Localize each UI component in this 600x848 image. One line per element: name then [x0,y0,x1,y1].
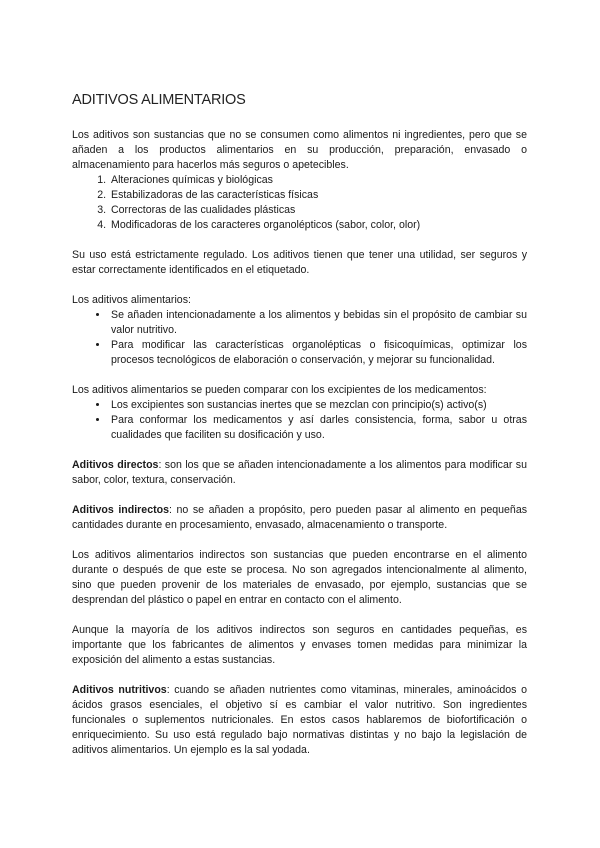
aditivos-bullet-list [72,308,527,368]
indirectos-paragraph [72,503,527,533]
list-item: • Se añaden intencionadamente a los alimentos y bebidas sin el propósito de cambiar su valor nutritivo. [109,308,527,338]
regulation-paragraph: Su uso está estrictamente regulado. Los aditivos tienen que tener una utilidad, ser seguros y estar correctamente identificados en el etiquetado. [72,249,527,276]
list-item: 1. Alteraciones químicas y biológicas [109,173,527,188]
list-item: 4. Modificadoras de los caracteres organolépticos (sabor, color, olor) [109,218,527,233]
indirectos-safety-paragraph: Aunque la mayoría de los aditivos indirectos son seguros en cantidades pequeñas, es importante que los fabricantes de alimentos y envases tomen medidas para minimizar la exposición del alimento a estas sustancias. [72,624,527,666]
comparison-bullet-list [72,398,527,443]
indirectos-term: Aditivos indirectos [72,504,169,516]
list-item: 3. Correctoras de las cualidades plásticas [109,203,527,218]
list-item: • Para modificar las características organolépticas o fisicoquímicas, optimizar los procesos tecnológicos de elaboración o conservación, y mejorar su funcionalidad. [109,338,527,368]
directos-paragraph [72,458,527,488]
nutritivos-term: Aditivos nutritivos [72,684,167,696]
comparison-label: Los aditivos alimentarios se pueden comparar con los excipientes de los medicamentos: [72,384,487,396]
intro-numbered-list [72,173,527,233]
list-item: 2. Estabilizadoras de las características físicas [109,188,527,203]
list-item: • Para conformar los medicamentos y así darles consistencia, forma, sabor u otras cualidades que faciliten su dosificación y uso. [109,413,527,443]
page-title: ADITIVOS ALIMENTARIOS [72,92,246,108]
intro-paragraph: Los aditivos son sustancias que no se consumen como alimentos ni ingredientes, pero que se añaden a los productos alimentarios en su producción, preparación, envasado o almacenamiento para hacerlos más seguros o apetecibles. [72,129,527,171]
indirectos-text: : no se añaden a propósito, pero pueden pasar al alimento en pequeñas cantidades durante en procesamiento, envasado, almacenamiento o transporte. [72,504,528,531]
list-item: • Los excipientes son sustancias inertes que se mezclan con principio(s) activo(s) [109,398,527,413]
nutritivos-text: : cuando se añaden nutrientes como vitaminas, minerales, aminoácidos o ácidos grasos esenciales, el objetivo sí es cambiar el valor nutritivo. Son ingredientes funcionales o suplementos nutricionales. En estos casos hablaremos de biofortificación o enriquecimiento. Su uso está regulado bajo normativas distintas y no bajo la legislación de aditivos alimentarios. Un ejemplo es la sal yodada. [72,684,528,756]
nutritivos-paragraph [72,683,527,758]
directos-text: : son los que se añaden intencionadamente a los alimentos para modificar su sabor, color, textura, conservación. [72,459,527,486]
directos-term: Aditivos directos [72,459,159,471]
aditivos-label: Los aditivos alimentarios: [72,294,191,306]
indirectos-detail-paragraph: Los aditivos alimentarios indirectos son sustancias que pueden encontrarse en el alimento durante o después de que este se procesa. No son agregados intencionalmente al alimento, sino que pueden provenir de los materiales de envasado, por ejemplo, sustancias que se desprendan del plástico o papel en entrar en contacto con el alimento. [72,549,527,606]
